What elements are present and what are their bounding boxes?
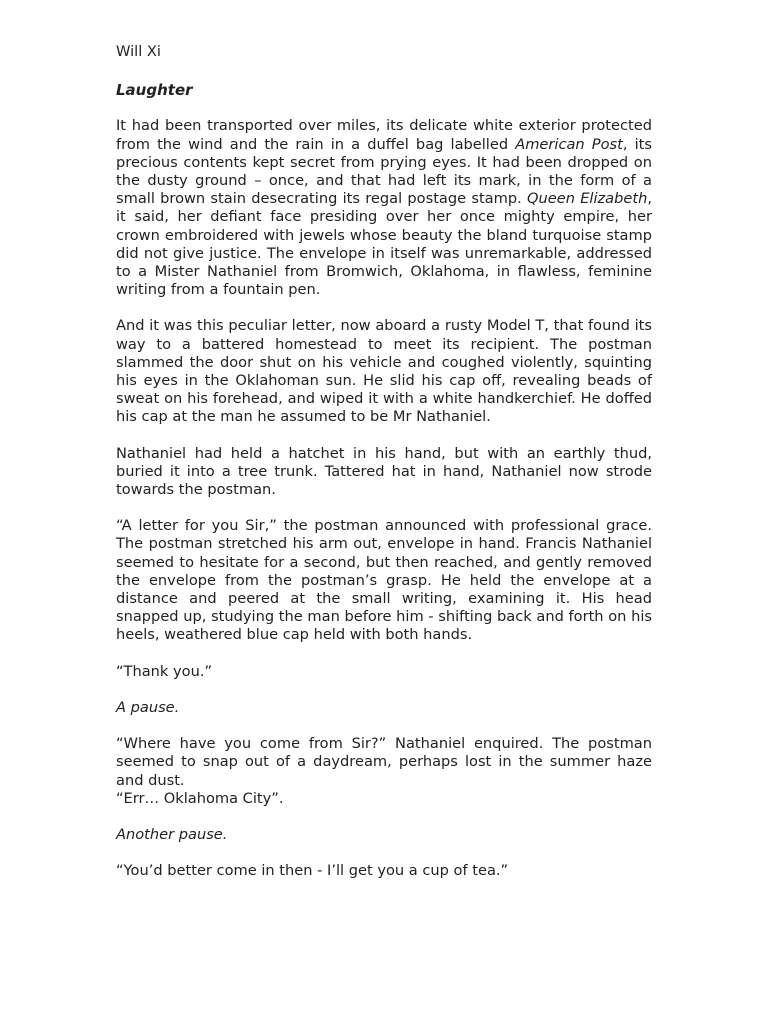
paragraph-3: Nathaniel had held a hatchet in his hand, but with an earthly thud, buried it into a tree trunk. Tattered hat in hand, Nathaniel now strode towards the postman. [116, 444, 652, 499]
story-title: Laughter [116, 81, 193, 100]
paragraph-1-part-c: , its precious contents kept secret from prying eyes. It had been dropped on the dusty ground – once, and that had left its mark, in the form of a small brown stain desecrating its regal postage stamp. [116, 135, 652, 208]
paragraph-4: “A letter for you Sir,” the postman announced with professional grace. The postman stretched his arm out, envelope in hand. Francis Nathaniel seemed to hesitate for a second, but then reached, and gently removed the envelope from the postman’s grasp. He held the envelope at a distance and peered at the small writing, examining it. His head snapped up, studying the man before him - shifting back and forth on his heels, weathered blue cap held with both hands. [116, 517, 652, 644]
paragraph-6: A pause. [116, 698, 180, 716]
paragraph-8: “Err… Oklahoma City”. [116, 789, 284, 807]
paragraph-1-part-a: It had been transported over miles, its delicate white exterior protected from the wind and the rain in a duffel bag labelled [116, 117, 652, 153]
paragraph-10: “You’d better come in then - I’ll get you a cup of tea.” [116, 862, 509, 880]
document-page [116, 43, 652, 898]
paragraph-2: And it was this peculiar letter, now aboard a rusty Model T, that found its way to a battered homestead to meet its recipient. The postman slammed the door shut on his vehicle and coughed violently, squinting his eyes in the Oklahoman sun. He slid his cap off, revealing beads of sweat on his forehead, and wiped it with a white handkerchief. He doffed his cap at the man he assumed to be Mr Nathaniel. [116, 317, 652, 426]
paragraph-5: “Thank you.” [116, 662, 213, 680]
author-name: Will Xi [116, 43, 161, 60]
paragraph-1 [116, 117, 652, 299]
paragraph-9: Another pause. [116, 825, 228, 843]
paragraph-1-part-e: , it said, her defiant face presiding over her once mighty empire, her crown embroidered with jewels whose beauty the bland turquoise stamp did not give justice. The envelope in itself was unremarkable, addressed to a Mister Nathaniel from Bromwich, Oklahoma, in flawless, feminine writing from a fountain pen. [116, 190, 652, 299]
paragraph-1-queen-elizabeth: Queen Elizabeth [527, 190, 648, 208]
paragraph-7: “Where have you come from Sir?” Nathaniel enquired. The postman seemed to snap out of a daydream, perhaps lost in the summer haze and dust. [116, 735, 652, 789]
paragraph-1-american-post: American Post [515, 135, 623, 153]
